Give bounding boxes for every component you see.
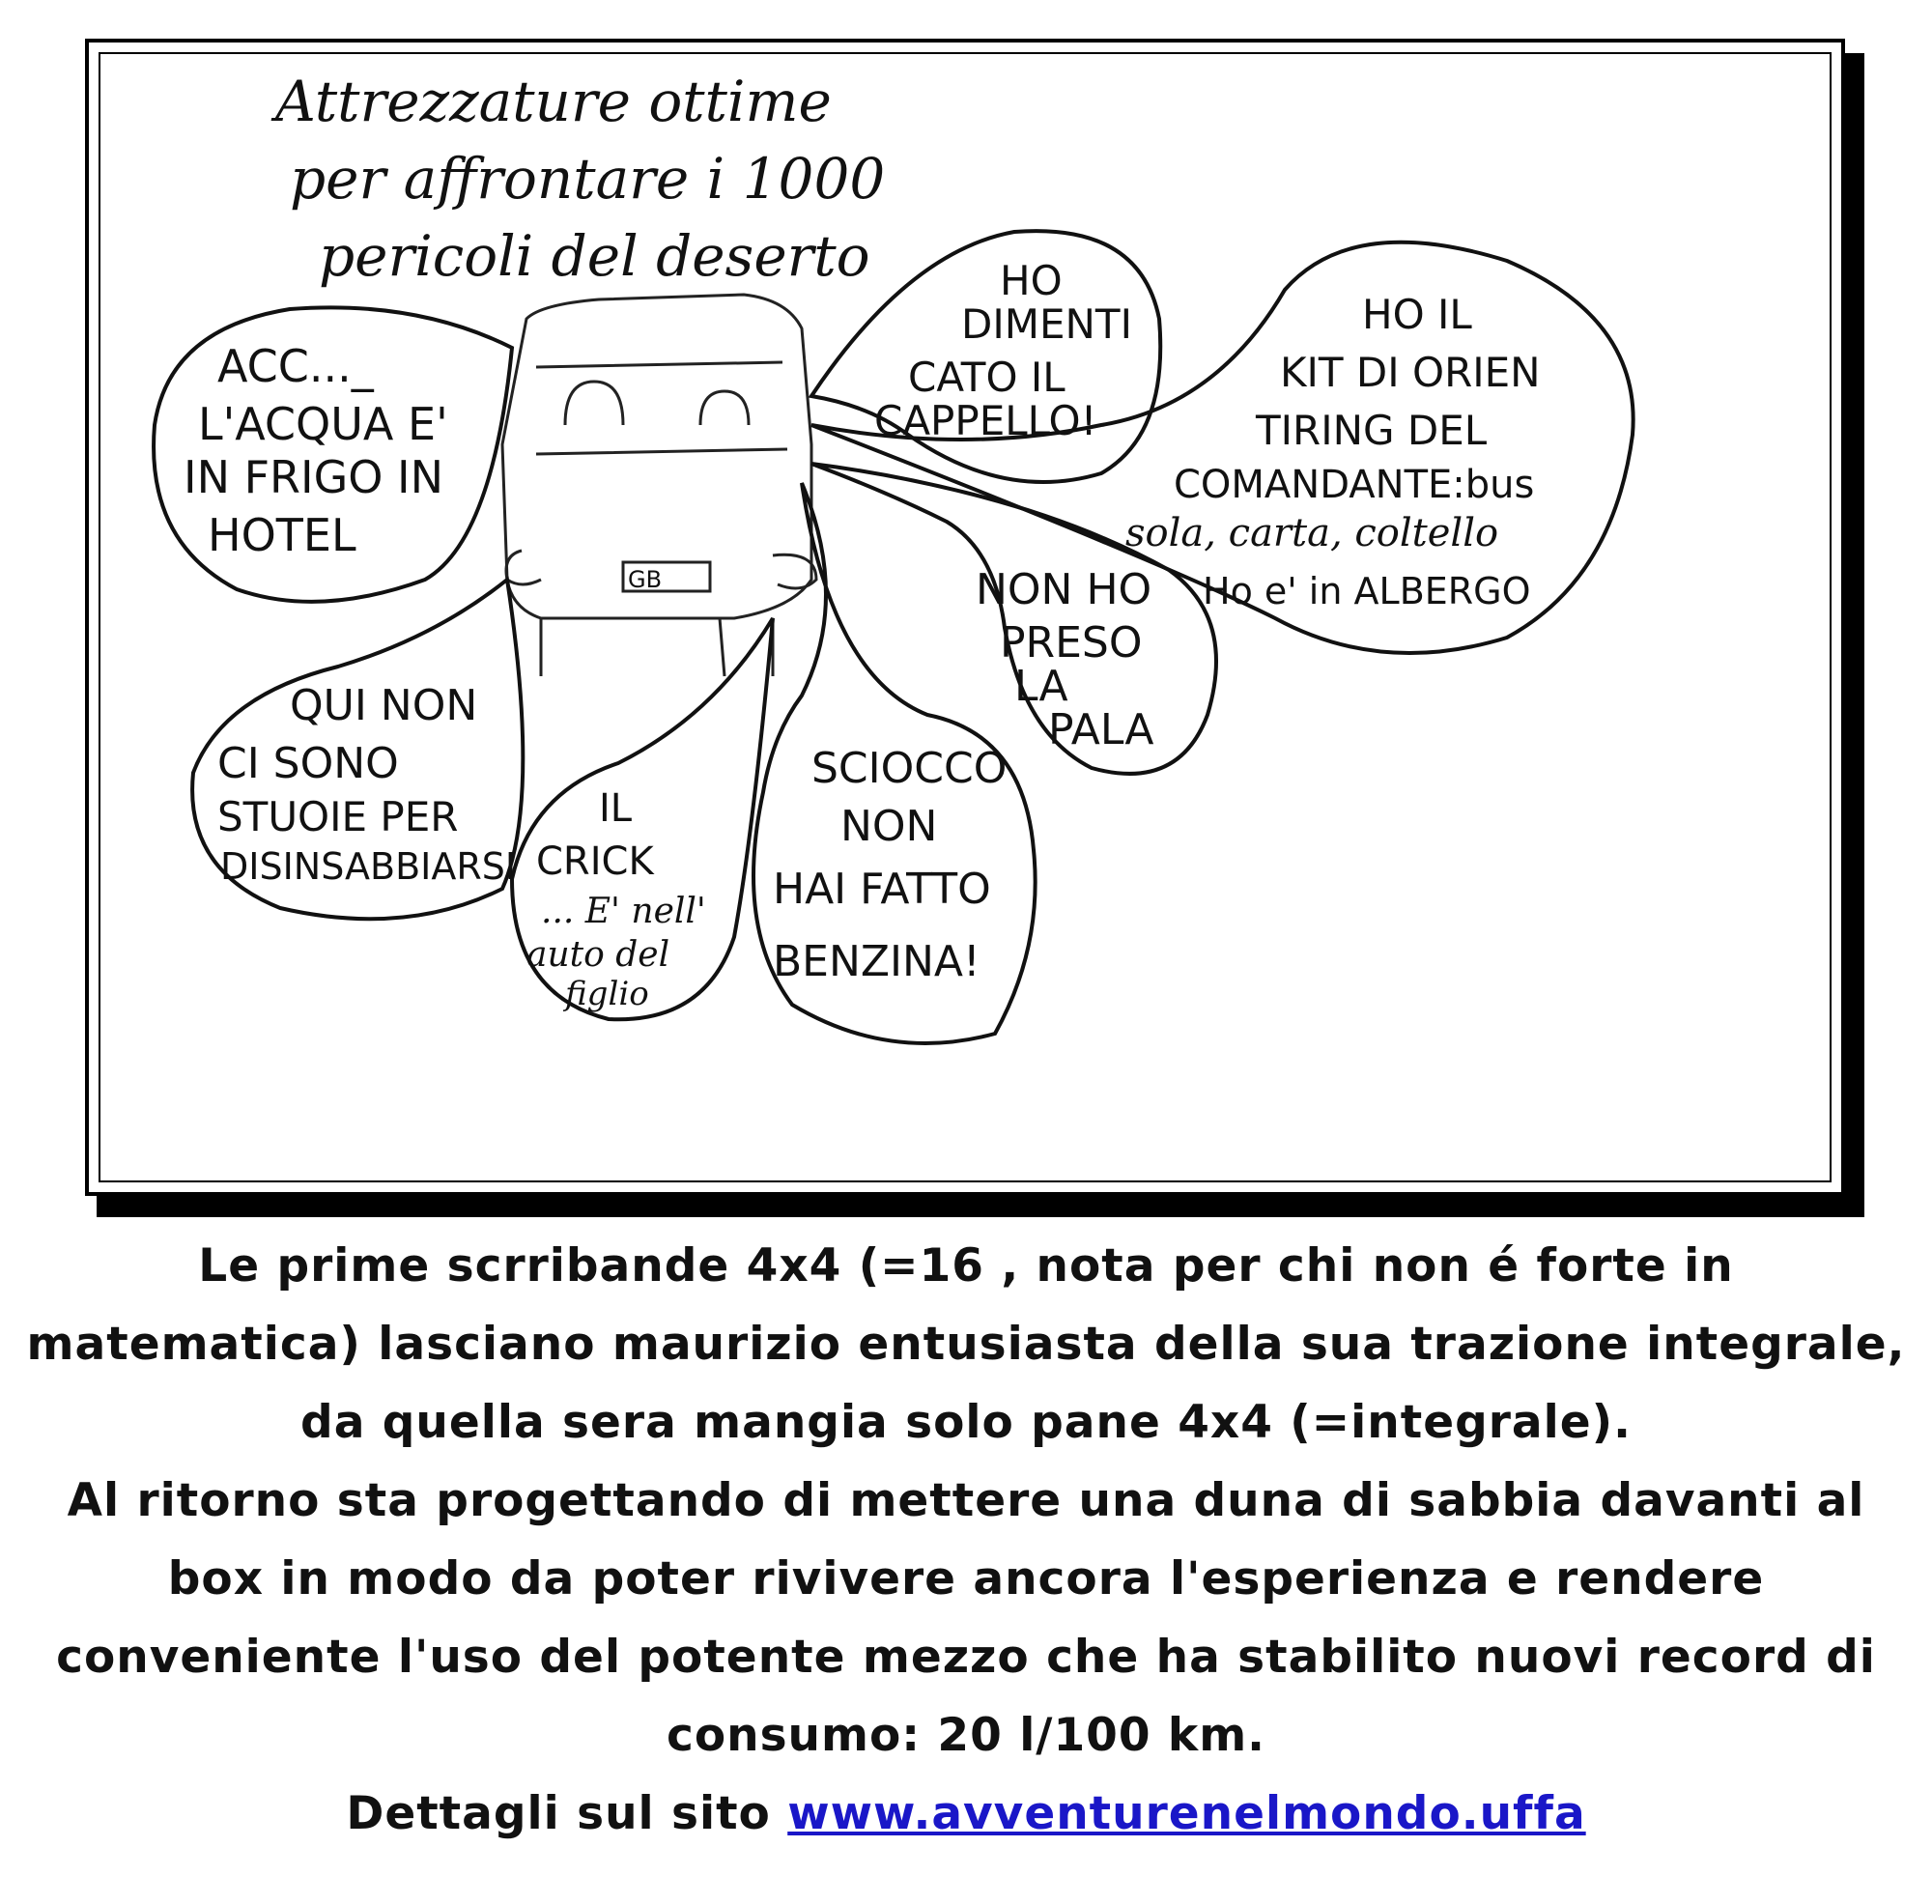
bubble-shovel-line-2: PRESO [1000,618,1143,668]
caption-line-1: Le prime scrribande 4x4 (=16 , nota per chi non é forte in [198,1239,1734,1293]
bubble-mats-line-3: STUOIE PER [217,793,459,840]
sketch-heading [270,69,885,289]
bubble-jack-line-5: figlio [565,975,649,1013]
bubble-water-line-3: IN FRIGO IN [184,451,444,503]
bubble-kit-line-4: COMANDANTE:bus [1174,463,1535,507]
bubble-jack-line-1: IL [599,786,633,831]
bubble-hat-line-4: CAPPELLO! [874,397,1097,444]
bubble-fuel-line-1: SCIOCCO [811,744,1008,793]
bubble-kit-line-5: sola, carta, coltello [1125,511,1499,555]
caption-line-3: da quella sera mangia solo pane 4x4 (=integrale). [300,1396,1632,1449]
bubble-kit-line-1: HO IL [1362,291,1472,338]
bubble-kit-line-3: TIRING DEL [1256,407,1488,454]
bubble-water-line-1: ACC..._ [217,340,374,392]
bubble-mats-line-2: CI SONO [217,739,399,788]
caption [0,1227,1932,1853]
bubble-mats-line-1: QUI NON [290,681,478,730]
heading-line-2: per affrontare i 1000 [290,146,886,212]
bubble-fuel-line-4: BENZINA! [773,937,980,986]
bubble-jack-line-3: ... E' nell' [541,892,706,931]
caption-line-6: conveniente l'uso del potente mezzo che ha stabilito nuovi record di [56,1631,1876,1684]
bubble-jack-line-4: auto del [526,935,670,975]
caption-line-2: matematica) lasciano maurizio entusiasta della sua trazione integrale, [26,1318,1906,1371]
bubble-fuel-line-2: NON [840,802,938,851]
bubble-water [154,307,512,602]
bubble-water-line-2: L'ACQUA E' [198,398,448,450]
bubble-shovel-line-3: LA [1014,662,1068,711]
bubble-hat-line-3: CATO IL [908,354,1065,401]
bubble-hat-line-2: DIMENTI [961,300,1132,348]
bubble-kit-line-2: KIT DI ORIEN [1280,349,1541,396]
bubble-kit-line-6: Ho e' in ALBERGO [1203,570,1531,612]
details-line [0,1775,1932,1853]
bubble-hat-line-1: HO [1000,257,1063,304]
bubble-shovel-line-4: PALA [1048,705,1154,754]
caption-line-7: consumo: 20 l/100 km. [666,1709,1266,1762]
bubble-water-line-4: HOTEL [208,509,356,561]
bubble-fuel-line-3: HAI FATTO [773,865,991,914]
jeep-sketch [502,295,816,676]
details-prefix: Dettagli sul sito [346,1787,788,1840]
bubble-mats-line-4: DISINSABBIARSI [220,845,517,888]
caption-line-4: Al ritorno sta progettando di mettere una duna di sabbia davanti al [67,1474,1865,1527]
bubble-shovel-line-1: NON HO [976,565,1152,614]
bubble-jack-line-2: CRICK [536,839,654,884]
caption-line-5: box in modo da poter rivivere ancora l'esperienza e rendere [167,1552,1765,1606]
heading-line-1: Attrezzature ottime [275,69,832,134]
website-link[interactable]: www.avventurenelmondo.uffa [787,1787,1586,1840]
bubble-jack [512,618,773,1019]
bubble-mats [192,580,523,919]
plate-text: GB [628,566,663,593]
heading-line-3: pericoli del deserto [319,223,870,289]
bubble-kit [811,242,1634,653]
